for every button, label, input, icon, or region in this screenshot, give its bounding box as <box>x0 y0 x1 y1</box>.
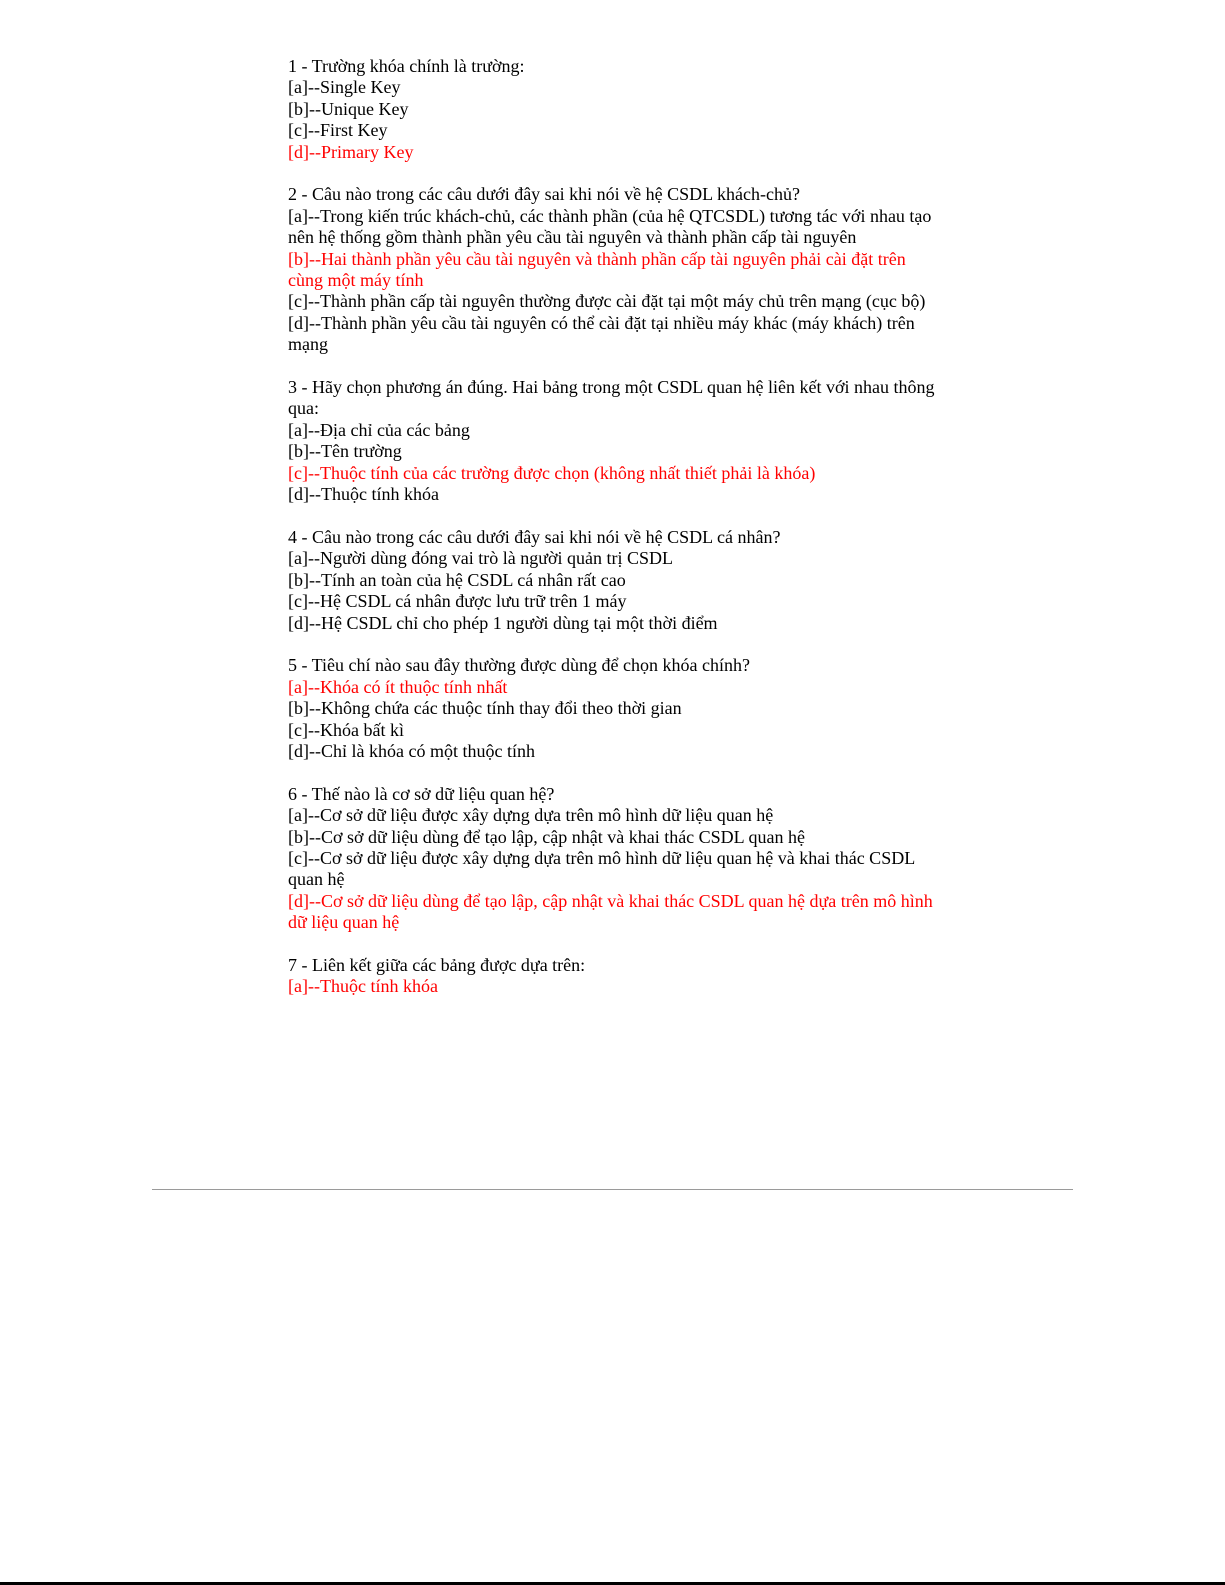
correct-answer-option: [a]--Thuộc tính khóa <box>288 976 438 997</box>
page-divider <box>152 1189 1073 1190</box>
answer-option: [b]--Unique Key <box>288 98 409 119</box>
question-1 <box>288 56 938 163</box>
question-prompt: 5 - Tiêu chí nào sau đây thường được dùng để chọn khóa chính? <box>288 655 750 676</box>
answer-option: [c]--Hệ CSDL cá nhân được lưu trữ trên 1 máy <box>288 591 627 612</box>
answer-option: [b]--Cơ sở dữ liệu dùng để tạo lập, cập nhật và khai thác CSDL quan hệ <box>288 826 805 847</box>
question-6 <box>288 784 938 934</box>
answer-option: [b]--Không chứa các thuộc tính thay đổi theo thời gian <box>288 698 682 719</box>
answer-option: [c]--Khóa bất kì <box>288 719 404 740</box>
answer-option: [b]--Tên trường <box>288 441 402 462</box>
question-3 <box>288 377 938 505</box>
answer-option: [b]--Tính an toàn của hệ CSDL cá nhân rất cao <box>288 569 626 590</box>
answer-option: [d]--Chỉ là khóa có một thuộc tính <box>288 740 535 761</box>
question-prompt: 2 - Câu nào trong các câu dưới đây sai khi nói về hệ CSDL khách-chủ? <box>288 184 800 205</box>
answer-option: [d]--Thuộc tính khóa <box>288 484 439 505</box>
answer-option: [c]--First Key <box>288 120 388 141</box>
question-7 <box>288 955 938 998</box>
correct-answer-option: [a]--Khóa có ít thuộc tính nhất <box>288 676 508 697</box>
question-prompt: 6 - Thế nào là cơ sở dữ liệu quan hệ? <box>288 783 555 804</box>
correct-answer-option: [d]--Primary Key <box>288 141 414 162</box>
answer-option: [a]--Cơ sở dữ liệu được xây dựng dựa trên mô hình dữ liệu quan hệ <box>288 805 774 826</box>
question-prompt: 7 - Liên kết giữa các bảng được dựa trên: <box>288 954 586 975</box>
answer-option: [a]--Địa chỉ của các bảng <box>288 419 470 440</box>
question-prompt: 4 - Câu nào trong các câu dưới đây sai khi nói về hệ CSDL cá nhân? <box>288 526 781 547</box>
answer-option: [c]--Thành phần cấp tài nguyên thường được cài đặt tại một máy chủ trên mạng (cục bộ) <box>288 291 926 312</box>
correct-answer-option: [b]--Hai thành phần yêu cầu tài nguyên và thành phần cấp tài nguyên phải cài đặt trên cùng một máy tính <box>288 248 906 291</box>
question-prompt: 3 - Hãy chọn phương án đúng. Hai bảng trong một CSDL quan hệ liên kết với nhau thông qua: <box>288 377 935 419</box>
answer-option: [c]--Cơ sở dữ liệu được xây dựng dựa trên mô hình dữ liệu quan hệ và khai thác CSDL quan hệ <box>288 847 915 890</box>
correct-answer-option: [d]--Cơ sở dữ liệu dùng để tạo lập, cập nhật và khai thác CSDL quan hệ dựa trên mô hình dữ liệu quan hệ <box>288 890 933 933</box>
question-4 <box>288 527 938 634</box>
correct-answer-option: [c]--Thuộc tính của các trường được chọn (không nhất thiết phải là khóa) <box>288 462 816 483</box>
answer-option: [a]--Trong kiến trúc khách-chủ, các thành phần (của hệ QTCSDL) tương tác với nhau tạo nên hệ thống gồm thành phần yêu cầu tài nguyên và thành phần cấp tài nguyên <box>288 205 932 248</box>
answer-option: [d]--Thành phần yêu cầu tài nguyên có thể cài đặt tại nhiều máy khác (máy khách) trên mạng <box>288 312 915 355</box>
answer-option: [a]--Người dùng đóng vai trò là người quản trị CSDL <box>288 548 673 569</box>
answer-option: [a]--Single Key <box>288 77 401 98</box>
answer-option: [d]--Hệ CSDL chỉ cho phép 1 người dùng tại một thời điểm <box>288 612 718 633</box>
question-prompt: 1 - Trường khóa chính là trường: <box>288 56 525 76</box>
question-5 <box>288 655 938 762</box>
quiz-content <box>288 56 938 1019</box>
question-2 <box>288 184 938 355</box>
